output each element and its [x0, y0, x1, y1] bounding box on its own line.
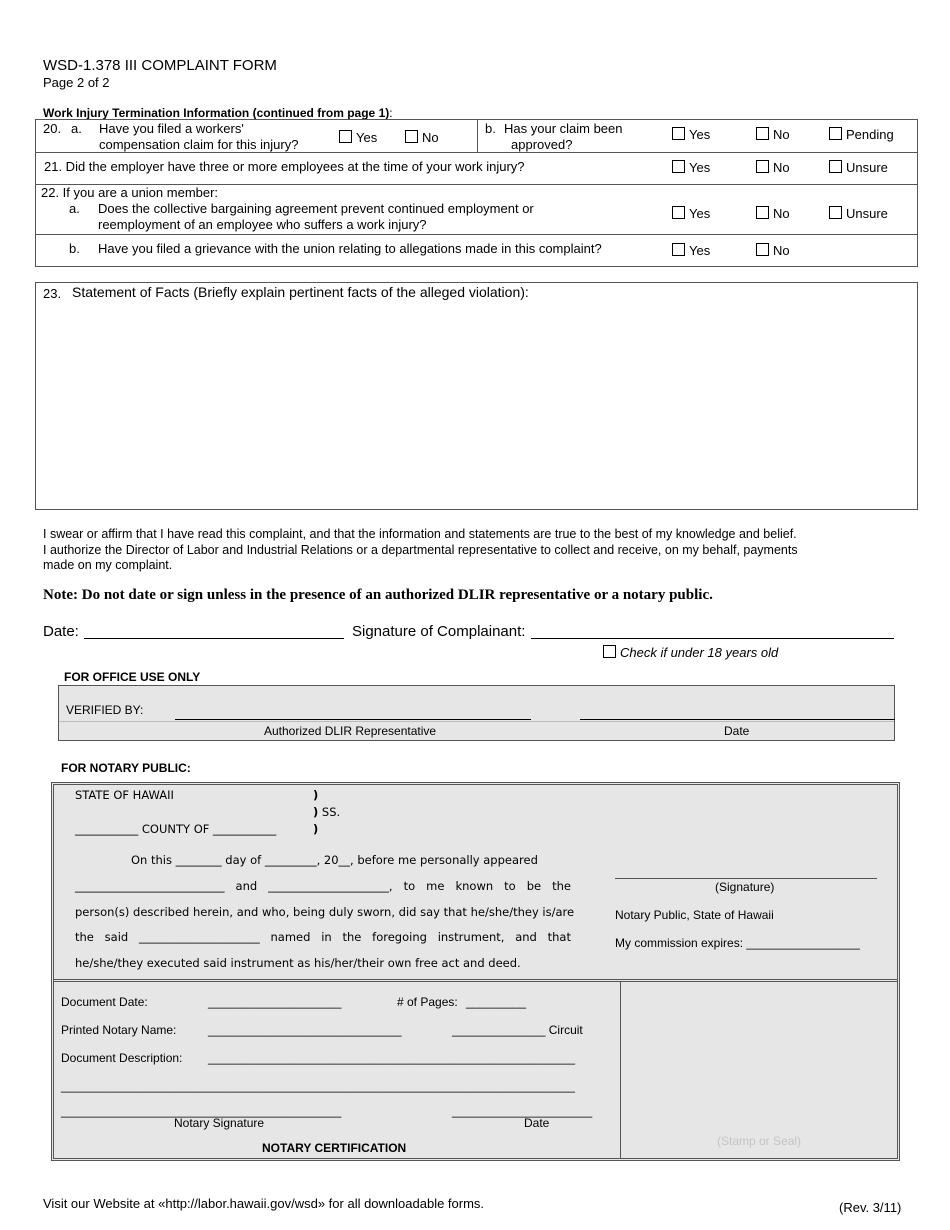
county-paren: )	[313, 822, 319, 836]
section-title: Work Injury Termination Information (continued from page 1):	[43, 106, 393, 120]
doc-desc-continued-line[interactable]: _____________________________________________________________________________	[61, 1079, 575, 1093]
dlir-rep-caption: Authorized DLIR Representative	[264, 724, 437, 738]
doc-desc-line[interactable]: _______________________________________________________	[208, 1051, 576, 1065]
dlir-rep-line[interactable]	[175, 719, 531, 720]
notary-date-line[interactable]: _____________________	[452, 1104, 593, 1118]
verified-by-label: VERIFIED BY:	[66, 703, 144, 717]
notary-title: FOR NOTARY PUBLIC:	[61, 761, 191, 775]
form-title: WSD-1.378 III COMPLAINT FORM	[43, 57, 277, 74]
county-line: ___________ COUNTY OF ___________	[75, 822, 277, 836]
notary-body-2: __________________________ and _____________________, to me known to be the	[75, 879, 571, 893]
q20b-yes-option[interactable]: Yes	[672, 127, 710, 142]
notary-body-4: the said _____________________ named in the foregoing instrument, and that	[75, 930, 571, 944]
state-paren: )	[313, 788, 319, 802]
office-date-caption: Date	[724, 724, 750, 738]
ss-label: ) SS.	[313, 805, 341, 819]
notary-body-3: person(s) described herein, and who, being duly sworn, did say that he/she/they is/are	[75, 905, 575, 919]
notary-sig-line[interactable]: __________________________________________	[61, 1104, 342, 1118]
website-footer: Visit our Website at «http://labor.hawaii.gov/wsd» for all downloadable forms.	[43, 1196, 485, 1211]
printed-name-label: Printed Notary Name:	[61, 1023, 177, 1037]
q20b-pending-option[interactable]: Pending	[829, 127, 894, 142]
q21-text: 21. Did the employer have three or more employees at the time of your work injury?	[44, 159, 525, 174]
signature-line[interactable]	[531, 638, 894, 639]
q20b-yes-checkbox[interactable]	[672, 127, 685, 140]
date-label: Date:	[43, 623, 79, 640]
q22b-label: b.	[69, 241, 80, 256]
doc-date-line[interactable]: ____________________	[208, 995, 342, 1009]
q22b-yes-option[interactable]: Yes	[672, 243, 710, 258]
notary-signature-line[interactable]	[615, 878, 877, 879]
q20a-yes-option[interactable]: Yes	[339, 130, 377, 145]
note-text: Note: Do not date or sign unless in the presence of an authorized DLIR representative or a notary public.	[43, 587, 713, 603]
q22a-line2: reemployment of an employee who suffers a work injury?	[98, 217, 427, 232]
signature-label: Signature of Complainant:	[352, 623, 526, 640]
q20-number: 20.	[43, 121, 62, 136]
doc-date-label: Document Date:	[61, 995, 148, 1009]
q22a-line1: Does the collective bargaining agreement prevent continued employment or	[98, 201, 534, 216]
q22b-no-checkbox[interactable]	[756, 243, 769, 256]
q20b-no-option[interactable]: No	[756, 127, 790, 142]
q20a-line2: compensation claim for this injury?	[99, 137, 299, 152]
revision-label: (Rev. 3/11)	[839, 1200, 902, 1215]
q21-no-checkbox[interactable]	[756, 160, 769, 173]
q21-yes-option[interactable]: Yes	[672, 160, 710, 175]
signature-caption: (Signature)	[715, 880, 775, 894]
stamp-placeholder: (Stamp or Seal)	[717, 1134, 802, 1148]
q22a-unsure-option[interactable]: Unsure	[829, 206, 888, 221]
q20a-no-checkbox[interactable]	[405, 130, 418, 143]
q22b-yes-checkbox[interactable]	[672, 243, 685, 256]
office-use-box	[58, 685, 895, 741]
q20a-yes-checkbox[interactable]	[339, 130, 352, 143]
q21-yes-checkbox[interactable]	[672, 160, 685, 173]
q22a-no-checkbox[interactable]	[756, 206, 769, 219]
q21-no-option[interactable]: No	[756, 160, 790, 175]
circuit-label[interactable]: ______________ Circuit	[452, 1023, 583, 1037]
notary-body-1: On this ________ day of _________, 20__, before me personally appeared	[131, 853, 538, 867]
under18-checkbox[interactable]	[603, 645, 616, 658]
q20b-line1: Has your claim been	[504, 121, 623, 136]
state-label: STATE OF HAWAII	[75, 788, 174, 802]
q22a-no-option[interactable]: No	[756, 206, 790, 221]
q20a-label: a.	[71, 121, 82, 136]
date-line[interactable]	[84, 638, 344, 639]
statement-of-facts-box[interactable]	[35, 282, 918, 510]
notary-signature-caption: Notary Signature	[174, 1116, 265, 1130]
q22b-no-option[interactable]: No	[756, 243, 790, 258]
office-use-title: FOR OFFICE USE ONLY	[64, 670, 201, 684]
q22b-text: Have you filed a grievance with the union relating to allegations made in this complaint?	[98, 241, 602, 256]
under18-option[interactable]: Check if under 18 years old	[603, 645, 778, 660]
page-label: Page 2 of 2	[43, 75, 110, 90]
q22-intro: 22. If you are a union member:	[41, 185, 219, 200]
office-date-line[interactable]	[580, 719, 895, 720]
notary-certification-title: NOTARY CERTIFICATION	[262, 1141, 407, 1155]
q22a-yes-option[interactable]: Yes	[672, 206, 710, 221]
q20b-line2: approved?	[511, 137, 573, 152]
affirmation-text: I swear or affirm that I have read this complaint, and that the information and statements are true to the best of my knowledge and belief. I authorize the Director of Labor and Industrial Relations or a departmental representative to collect and receive, on my behalf, payments made on my complaint.	[43, 527, 798, 572]
notary-public-label: Notary Public, State of Hawaii	[615, 908, 774, 922]
questions-table	[35, 119, 918, 267]
q22a-yes-checkbox[interactable]	[672, 206, 685, 219]
notary-date-caption: Date	[524, 1116, 550, 1130]
q20b-no-checkbox[interactable]	[756, 127, 769, 140]
q23-text: Statement of Facts (Briefly explain pertinent facts of the alleged violation):	[72, 284, 529, 300]
printed-name-line[interactable]: _____________________________	[208, 1023, 402, 1037]
notary-box	[51, 782, 900, 1161]
q21-unsure-checkbox[interactable]	[829, 160, 842, 173]
q23-number: 23.	[43, 286, 62, 301]
q20a-line1: Have you filed a workers'	[99, 121, 244, 136]
pages-label: # of Pages:	[397, 995, 458, 1009]
doc-desc-label: Document Description:	[61, 1051, 183, 1065]
commission-label[interactable]: My commission expires: _________________	[615, 936, 860, 950]
q22a-unsure-checkbox[interactable]	[829, 206, 842, 219]
q21-unsure-option[interactable]: Unsure	[829, 160, 888, 175]
q22a-label: a.	[69, 201, 80, 216]
notary-body-5: he/she/they executed said instrument as his/her/their own free act and deed.	[75, 956, 521, 970]
q20b-pending-checkbox[interactable]	[829, 127, 842, 140]
q20b-label: b.	[485, 121, 496, 136]
pages-line[interactable]: _________	[466, 995, 527, 1009]
q20a-no-option[interactable]: No	[405, 130, 439, 145]
